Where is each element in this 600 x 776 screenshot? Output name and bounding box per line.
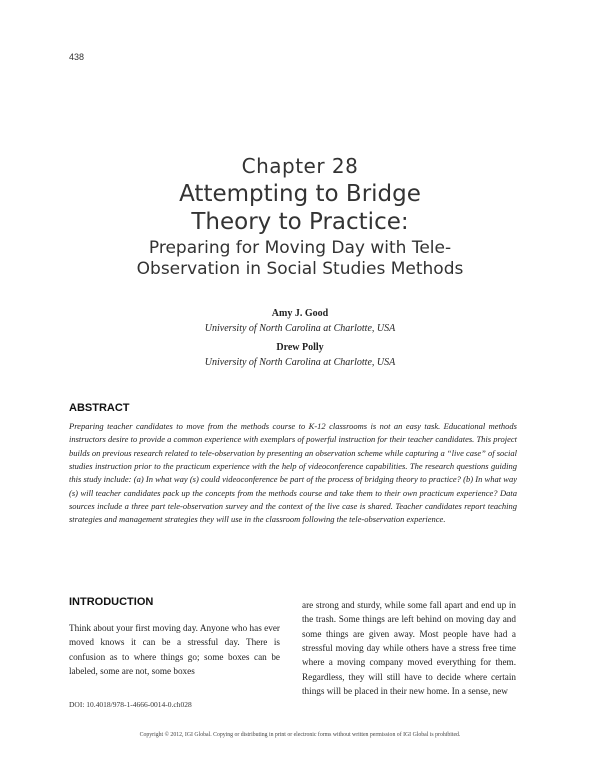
author-block-1 xyxy=(0,306,600,336)
author-affiliation: University of North Carolina at Charlotte, USA xyxy=(204,323,396,334)
chapter-label: Chapter 28 xyxy=(241,154,359,178)
chapter-subtitle xyxy=(0,238,600,281)
author-block-2 xyxy=(0,340,600,370)
doi-label: DOI: 10.4018/978-1-4666-0014-0.ch028 xyxy=(69,700,192,709)
abstract-text: Preparing teacher candidates to move from the methods course to K-12 classrooms is not an easy task. Educational methods instructors desire to provide a common experience with exemplars of powerful instruction for their teacher candidates. This project builds on previous research related to tele-observation by presenting an observation scheme while capturing a “live case” of social studies instruction prior to the practicum experience with the help of videoconference capabilities. The research questions guiding this study include: (a) In what way (s) could videoconference be part of the process of bridging theory to practice? (b) In what way (s) will teacher candidates pack up the concepts from the methods course and take them to their own practicum experience? Data sources include a three part tele-observation survey and the context of the live case is shared. Teacher candidates report teaching strategies and management strategies they will use in the classroom following the tele-observation experience. xyxy=(69,421,517,525)
chapter-title xyxy=(0,181,600,236)
page-number: 438 xyxy=(69,52,85,62)
title-line-2: Theory to Practice: xyxy=(191,208,409,235)
introduction-left-column: Think about your first moving day. Anyone who has ever moved knows it can be a stressful day. There is confusion as to where things go; some boxes can be labeled, some are not, some boxes xyxy=(69,623,280,677)
author-name: Drew Polly xyxy=(276,342,324,353)
subtitle-line-1: Preparing for Moving Day with Tele- xyxy=(148,238,452,258)
introduction-heading: INTRODUCTION xyxy=(69,596,154,608)
introduction-right-column: are strong and sturdy, while some fall apart and end up in the trash. Some things are left behind on moving day and some things are given away. Most people have had a stressful moving day while others have a stress free time where a moving company moved everything for them. Regardless, they will still have to decide where certain things will be placed in their new home. In a sense, new xyxy=(302,600,516,697)
title-line-1: Attempting to Bridge xyxy=(179,181,421,207)
author-affiliation: University of North Carolina at Charlotte, USA xyxy=(204,357,396,368)
subtitle-line-2: Observation in Social Studies Methods xyxy=(136,259,464,280)
abstract-heading: ABSTRACT xyxy=(69,402,130,414)
copyright-footer: Copyright © 2012, IGI Global. Copying or distributing in print or electronic forms without written permission of IGI Global is prohibited. xyxy=(139,732,461,738)
author-name: Amy J. Good xyxy=(271,308,329,319)
